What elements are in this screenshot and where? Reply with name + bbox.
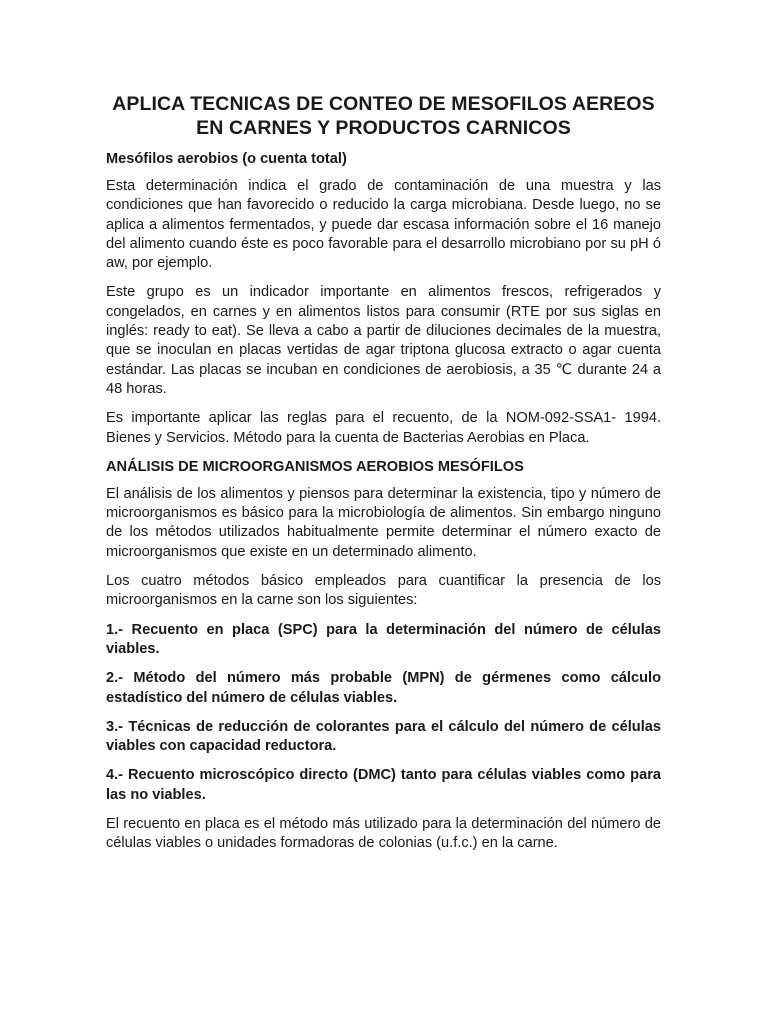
document-title: APLICA TECNICAS DE CONTEO DE MESOFILOS AEREOS EN CARNES Y PRODUCTOS CARNICOS [112,93,655,139]
paragraph: Este grupo es un indicador importante en alimentos frescos, refrigerados y congelados, en carnes y en alimentos listos para consumir (RTE por sus siglas en inglés: ready to eat). Se lleva a cabo a partir de diluciones decimales de la muestra, que se inoculan en placas vertidas de agar triptona glucosa extracto o agar cuenta estándar. Las placas se incuban en condiciones de aerobiosis, a 35 ℃ durante 24 a 48 horas. [106,284,661,397]
section-heading-analisis: ANÁLISIS DE MICROORGANISMOS AEROBIOS MESÓFILOS [106,458,524,475]
paragraph: El análisis de los alimentos y piensos para determinar la existencia, tipo y número de microorganismos es básico para la microbiología de alimentos. Sin embargo ninguno de los métodos utilizados habitualmente permite determinar el número exacto de microorganismos que existe en un determinado alimento. [106,485,661,560]
method-item: 4.- Recuento microscópico directo (DMC) tanto para células viables como para las no viables. [106,767,661,803]
method-item: 2.- Método del número más probable (MPN) de gérmenes como cálculo estadístico del número de células viables. [106,670,661,706]
method-item: 1.- Recuento en placa (SPC) para la determinación del número de células viables. [106,621,661,657]
closing-paragraph: El recuento en placa es el método más utilizado para la determinación del número de células viables o unidades formadoras de colonias (u.f.c.) en la carne. [106,816,661,852]
paragraph: Los cuatro métodos básico empleados para cuantificar la presencia de los microorganismos en la carne son los siguientes: [106,573,661,609]
paragraph: Es importante aplicar las reglas para el recuento, de la NOM-092-SSA1- 1994. Bienes y Servicios. Método para la cuenta de Bacterias Aerobias en Placa. [106,410,661,446]
document-page [106,92,661,864]
paragraph: Esta determinación indica el grado de contaminación de una muestra y las condiciones que han favorecido o reducido la carga microbiana. Desde luego, no se aplica a alimentos fermentados, y puede dar escasa información sobre el 16 manejo del alimento cuando éste es poco favorable para el desarrollo microbiano por su pH ó aw, por ejemplo. [106,178,661,272]
section-heading-mesofilos: Mesófilos aerobios (o cuenta total) [106,151,347,167]
method-item: 3.- Técnicas de reducción de colorantes para el cálculo del número de células viables con capacidad reductora. [106,718,661,755]
